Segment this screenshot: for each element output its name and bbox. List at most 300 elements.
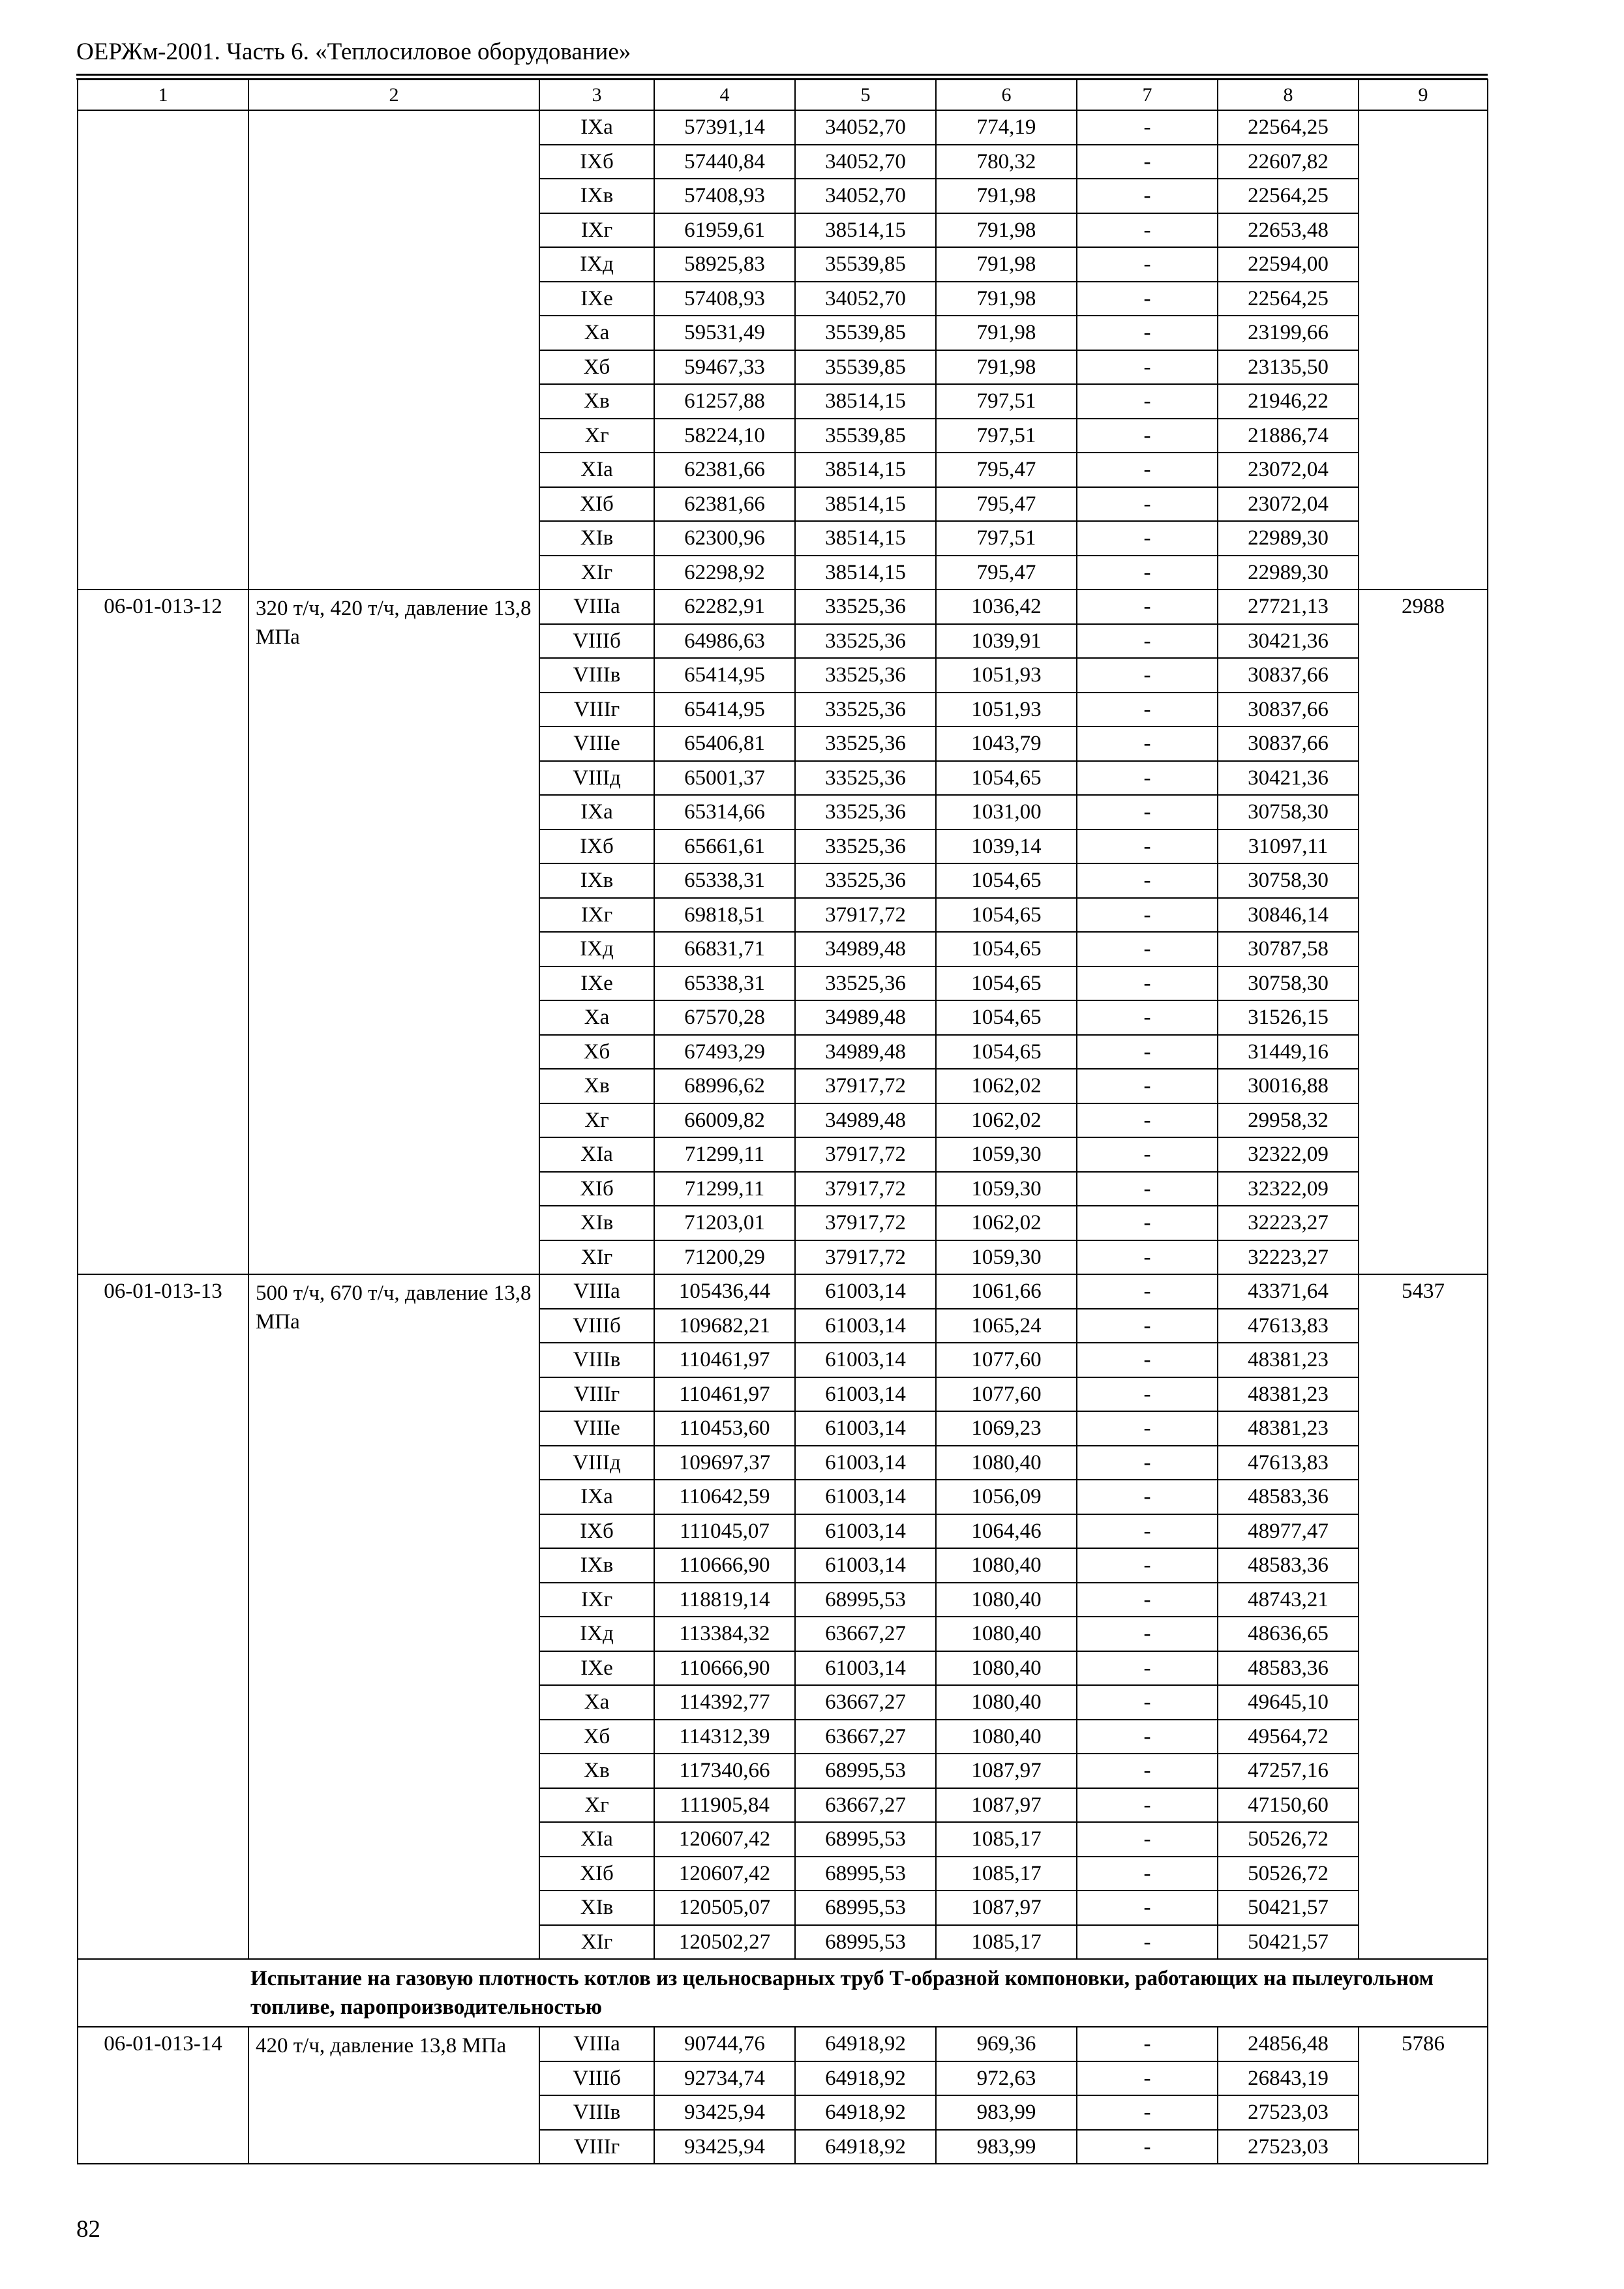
rate-code-cell [78, 110, 248, 590]
table-cell: 23072,04 [1218, 487, 1359, 522]
column-number-row [78, 80, 1488, 110]
table-cell: 120502,27 [654, 1925, 795, 1960]
table-cell: VIIIа [539, 590, 654, 624]
table-cell: 38514,15 [795, 556, 936, 590]
table-cell: VIIIг [539, 693, 654, 727]
table-cell: 63667,27 [795, 1685, 936, 1720]
table-cell: 92734,74 [654, 2061, 795, 2096]
table-cell: 63667,27 [795, 1720, 936, 1754]
table-cell: 37917,72 [795, 1172, 936, 1206]
table-cell: XIв [539, 1206, 654, 1240]
table-cell: 71203,01 [654, 1206, 795, 1240]
table-cell: 61003,14 [795, 1377, 936, 1412]
table-cell: 1054,65 [936, 1035, 1077, 1070]
table-cell: IXе [539, 1651, 654, 1686]
table-cell: 93425,94 [654, 2130, 795, 2164]
table-cell: IXв [539, 179, 654, 213]
table-cell: IXг [539, 213, 654, 248]
table-cell: 37917,72 [795, 898, 936, 933]
column-number-cell: 1 [78, 80, 248, 110]
table-cell: 114392,77 [654, 1685, 795, 1720]
column-number-cell: 4 [654, 80, 795, 110]
table-cell: 105436,44 [654, 1274, 795, 1309]
table-cell: 66009,82 [654, 1103, 795, 1138]
table-cell: 48583,36 [1218, 1651, 1359, 1686]
header-rule-thick [76, 74, 1488, 76]
table-cell: 61003,14 [795, 1651, 936, 1686]
table-cell: 64918,92 [795, 2095, 936, 2130]
table-cell: 63667,27 [795, 1788, 936, 1823]
page-header-title: ОЕРЖм-2001. Часть 6. «Теплосиловое оборудование» [76, 38, 631, 65]
table-cell: 791,98 [936, 247, 1077, 282]
table-cell: Xг [539, 1788, 654, 1823]
table-cell: 111045,07 [654, 1514, 795, 1549]
table-cell: XIа [539, 453, 654, 487]
table-cell: 1039,91 [936, 624, 1077, 659]
table-cell: Xв [539, 384, 654, 419]
table-row [78, 1274, 1488, 1309]
table-cell: 32223,27 [1218, 1206, 1359, 1240]
table-cell: 1080,40 [936, 1720, 1077, 1754]
table-cell: VIIIг [539, 2130, 654, 2164]
table-cell: 1043,79 [936, 726, 1077, 761]
table-cell: - [1077, 487, 1218, 522]
table-cell: - [1077, 1891, 1218, 1925]
table-cell: - [1077, 1274, 1218, 1309]
table-cell: 61003,14 [795, 1309, 936, 1343]
table-cell: 120505,07 [654, 1891, 795, 1925]
table-cell: - [1077, 521, 1218, 556]
table-cell: 1062,02 [936, 1206, 1077, 1240]
table-cell: Xв [539, 1754, 654, 1788]
table-cell: 1059,30 [936, 1137, 1077, 1172]
table-cell: 67570,28 [654, 1000, 795, 1035]
table-cell: 23072,04 [1218, 453, 1359, 487]
table-cell: 109697,37 [654, 1446, 795, 1480]
table-cell: 38514,15 [795, 384, 936, 419]
table-cell: - [1077, 110, 1218, 145]
table-cell: 27721,13 [1218, 590, 1359, 624]
table-cell: 38514,15 [795, 487, 936, 522]
table-cell: XIг [539, 1240, 654, 1275]
table-cell: VIIIд [539, 1446, 654, 1480]
table-cell: VIIIа [539, 2027, 654, 2061]
table-cell: 68995,53 [795, 1583, 936, 1617]
table-cell: 62282,91 [654, 590, 795, 624]
table-cell: - [1077, 384, 1218, 419]
table-cell: 50421,57 [1218, 1925, 1359, 1960]
table-cell: - [1077, 761, 1218, 796]
table-cell: 58925,83 [654, 247, 795, 282]
table-cell: 68995,53 [795, 1822, 936, 1857]
table-cell: 33525,36 [795, 590, 936, 624]
table-cell: 71299,11 [654, 1137, 795, 1172]
table-cell: 62298,92 [654, 556, 795, 590]
table-cell: 972,63 [936, 2061, 1077, 2096]
table-cell: 1059,30 [936, 1172, 1077, 1206]
table-row [78, 2027, 1488, 2061]
table-cell: 791,98 [936, 282, 1077, 316]
table-cell: 38514,15 [795, 521, 936, 556]
table-cell: 26843,19 [1218, 2061, 1359, 2096]
table-cell: - [1077, 179, 1218, 213]
table-row [78, 110, 1488, 145]
table-cell: 65338,31 [654, 863, 795, 898]
table-cell: 37917,72 [795, 1206, 936, 1240]
table-cell: - [1077, 1617, 1218, 1651]
table-cell: 31526,15 [1218, 1000, 1359, 1035]
table-cell: 68996,62 [654, 1069, 795, 1103]
table-cell: - [1077, 1137, 1218, 1172]
table-cell: 57408,93 [654, 179, 795, 213]
table-cell: 21946,22 [1218, 384, 1359, 419]
table-cell: 795,47 [936, 487, 1077, 522]
table-cell: - [1077, 1480, 1218, 1514]
table-cell: - [1077, 1857, 1218, 1891]
table-cell: 1077,60 [936, 1343, 1077, 1377]
table-cell: 33525,36 [795, 863, 936, 898]
table-cell: - [1077, 795, 1218, 830]
table-cell: VIIIе [539, 1411, 654, 1446]
table-cell: 33525,36 [795, 658, 936, 693]
column-number-cell: 6 [936, 80, 1077, 110]
column-number-cell: 9 [1359, 80, 1488, 110]
table-cell: 110666,90 [654, 1548, 795, 1583]
table-cell: 1051,93 [936, 658, 1077, 693]
table-cell: 30421,36 [1218, 761, 1359, 796]
table-cell: 48381,23 [1218, 1377, 1359, 1412]
table-cell: IXа [539, 110, 654, 145]
table-cell: 64918,92 [795, 2130, 936, 2164]
table-row [78, 590, 1488, 624]
table-cell: - [1077, 1000, 1218, 1035]
table-cell: 62381,66 [654, 487, 795, 522]
table-cell: - [1077, 830, 1218, 864]
table-cell: 48636,65 [1218, 1617, 1359, 1651]
table-cell: 1087,97 [936, 1788, 1077, 1823]
table-cell: 1085,17 [936, 1857, 1077, 1891]
table-cell: - [1077, 1446, 1218, 1480]
table-cell: 791,98 [936, 213, 1077, 248]
table-cell: 110461,97 [654, 1377, 795, 1412]
table-cell: 1065,24 [936, 1309, 1077, 1343]
table-cell: IXа [539, 795, 654, 830]
table-cell: - [1077, 726, 1218, 761]
table-cell: XIб [539, 1172, 654, 1206]
table-cell: - [1077, 693, 1218, 727]
table-cell: 1059,30 [936, 1240, 1077, 1275]
table-cell: 65001,37 [654, 761, 795, 796]
table-cell: 1062,02 [936, 1069, 1077, 1103]
table-cell: Xг [539, 1103, 654, 1138]
table-cell: XIб [539, 1857, 654, 1891]
table-cell: - [1077, 316, 1218, 350]
table-cell: Xб [539, 1720, 654, 1754]
column-number-cell: 3 [539, 80, 654, 110]
table-cell: 30846,14 [1218, 898, 1359, 933]
table-cell: 34989,48 [795, 1035, 936, 1070]
table-cell: 71299,11 [654, 1172, 795, 1206]
table-cell: - [1077, 453, 1218, 487]
table-cell: 30837,66 [1218, 693, 1359, 727]
table-cell: 37917,72 [795, 1137, 936, 1172]
table-cell: 61003,14 [795, 1411, 936, 1446]
table-cell: - [1077, 863, 1218, 898]
table-cell: - [1077, 966, 1218, 1001]
column-number-cell: 5 [795, 80, 936, 110]
table-cell: 23135,50 [1218, 350, 1359, 385]
table-cell: 29958,32 [1218, 1103, 1359, 1138]
table-cell: 34052,70 [795, 282, 936, 316]
table-cell: 31449,16 [1218, 1035, 1359, 1070]
table-cell: XIа [539, 1822, 654, 1857]
table-cell: - [1077, 556, 1218, 590]
table-cell: 34989,48 [795, 1103, 936, 1138]
table-cell: - [1077, 1720, 1218, 1754]
table-cell: 33525,36 [795, 966, 936, 1001]
table-cell: VIIIг [539, 1377, 654, 1412]
table-cell: 22564,25 [1218, 110, 1359, 145]
table-cell: 1061,66 [936, 1274, 1077, 1309]
table-cell: 90744,76 [654, 2027, 795, 2061]
table-cell: 21886,74 [1218, 419, 1359, 453]
table-cell: 65414,95 [654, 693, 795, 727]
table-cell: 47257,16 [1218, 1754, 1359, 1788]
table-cell: 61257,88 [654, 384, 795, 419]
table-cell: 111905,84 [654, 1788, 795, 1823]
table-cell: 1069,23 [936, 1411, 1077, 1446]
rates-table-body [78, 80, 1488, 2164]
table-cell: 117340,66 [654, 1754, 795, 1788]
table-cell: VIIIа [539, 1274, 654, 1309]
table-cell: 61003,14 [795, 1446, 936, 1480]
table-cell: - [1077, 1925, 1218, 1960]
table-cell: 33525,36 [795, 795, 936, 830]
table-cell: 34989,48 [795, 1000, 936, 1035]
table-cell: 33525,36 [795, 726, 936, 761]
section-row [78, 1959, 1488, 2027]
table-cell: 47150,60 [1218, 1788, 1359, 1823]
table-cell: 1085,17 [936, 1925, 1077, 1960]
table-cell: 1054,65 [936, 966, 1077, 1001]
table-cell: XIв [539, 1891, 654, 1925]
table-cell: 57440,84 [654, 145, 795, 179]
table-cell: IXа [539, 1480, 654, 1514]
table-cell: 1080,40 [936, 1446, 1077, 1480]
table-cell: 22607,82 [1218, 145, 1359, 179]
table-cell: 65338,31 [654, 966, 795, 1001]
table-cell: 791,98 [936, 350, 1077, 385]
table-cell: 797,51 [936, 521, 1077, 556]
table-cell: 65661,61 [654, 830, 795, 864]
table-cell: 38514,15 [795, 213, 936, 248]
table-cell: 22989,30 [1218, 556, 1359, 590]
table-cell: - [1077, 350, 1218, 385]
table-cell: - [1077, 1754, 1218, 1788]
table-cell: 1077,60 [936, 1377, 1077, 1412]
table-cell: VIIIв [539, 1343, 654, 1377]
table-cell: 32322,09 [1218, 1172, 1359, 1206]
table-cell: - [1077, 1548, 1218, 1583]
table-cell: 797,51 [936, 419, 1077, 453]
table-cell: 50421,57 [1218, 1891, 1359, 1925]
table-cell: 48977,47 [1218, 1514, 1359, 1549]
rate-description-cell: 320 т/ч, 420 т/ч, давление 13,8 МПа [248, 590, 539, 1274]
table-cell: VIIIб [539, 1309, 654, 1343]
table-cell: 57408,93 [654, 282, 795, 316]
table-cell: 48381,23 [1218, 1411, 1359, 1446]
table-cell: 110666,90 [654, 1651, 795, 1686]
table-cell: 22564,25 [1218, 282, 1359, 316]
table-cell: 30758,30 [1218, 795, 1359, 830]
rate-col9-cell: 2988 [1359, 590, 1488, 1274]
table-cell: 34052,70 [795, 179, 936, 213]
table-cell: 1087,97 [936, 1891, 1077, 1925]
table-cell: 791,98 [936, 179, 1077, 213]
table-cell: 37917,72 [795, 1240, 936, 1275]
table-cell: - [1077, 2027, 1218, 2061]
table-cell: - [1077, 898, 1218, 933]
table-cell: 1036,42 [936, 590, 1077, 624]
table-cell: 67493,29 [654, 1035, 795, 1070]
table-cell: 65314,66 [654, 795, 795, 830]
table-cell: IXг [539, 1583, 654, 1617]
table-cell: 61003,14 [795, 1548, 936, 1583]
rate-col9-cell [1359, 110, 1488, 590]
table-cell: - [1077, 658, 1218, 693]
table-cell: VIIIе [539, 726, 654, 761]
table-cell: XIа [539, 1137, 654, 1172]
column-number-cell: 8 [1218, 80, 1359, 110]
rate-description-cell: 420 т/ч, давление 13,8 МПа [248, 2027, 539, 2164]
table-cell: - [1077, 932, 1218, 966]
table-cell: 35539,85 [795, 350, 936, 385]
table-cell: 69818,51 [654, 898, 795, 933]
table-cell: VIIIв [539, 2095, 654, 2130]
rates-table [77, 79, 1488, 2164]
table-cell: 49645,10 [1218, 1685, 1359, 1720]
table-cell: 30787,58 [1218, 932, 1359, 966]
table-cell: 30758,30 [1218, 863, 1359, 898]
table-cell: 35539,85 [795, 247, 936, 282]
table-cell: IXд [539, 247, 654, 282]
table-cell: 48583,36 [1218, 1480, 1359, 1514]
table-cell: 1056,09 [936, 1480, 1077, 1514]
table-cell: 1062,02 [936, 1103, 1077, 1138]
table-cell: IXб [539, 145, 654, 179]
table-cell: 797,51 [936, 384, 1077, 419]
table-cell: 68995,53 [795, 1857, 936, 1891]
table-cell: 1080,40 [936, 1583, 1077, 1617]
table-cell: 47613,83 [1218, 1446, 1359, 1480]
table-cell: 1080,40 [936, 1617, 1077, 1651]
table-cell: Xа [539, 1000, 654, 1035]
table-cell: 61003,14 [795, 1343, 936, 1377]
rate-code-cell: 06-01-013-14 [78, 2027, 248, 2164]
table-cell: 31097,11 [1218, 830, 1359, 864]
table-cell: 58224,10 [654, 419, 795, 453]
table-cell: - [1077, 1377, 1218, 1412]
table-cell: IXв [539, 1548, 654, 1583]
table-cell: 27523,03 [1218, 2095, 1359, 2130]
table-cell: VIIIд [539, 761, 654, 796]
table-cell: 1031,00 [936, 795, 1077, 830]
table-cell: 48381,23 [1218, 1343, 1359, 1377]
table-cell: - [1077, 1651, 1218, 1686]
table-cell: 1039,14 [936, 830, 1077, 864]
table-cell: - [1077, 1069, 1218, 1103]
table-cell: 983,99 [936, 2095, 1077, 2130]
table-cell: - [1077, 2095, 1218, 2130]
table-cell: 30421,36 [1218, 624, 1359, 659]
table-cell: Xб [539, 350, 654, 385]
table-cell: 110453,60 [654, 1411, 795, 1446]
table-cell: 93425,94 [654, 2095, 795, 2130]
table-cell: 65414,95 [654, 658, 795, 693]
table-cell: - [1077, 1343, 1218, 1377]
table-cell: 114312,39 [654, 1720, 795, 1754]
table-cell: 63667,27 [795, 1617, 936, 1651]
table-cell: 1064,46 [936, 1514, 1077, 1549]
table-cell: 49564,72 [1218, 1720, 1359, 1754]
table-cell: 65406,81 [654, 726, 795, 761]
table-cell: 1054,65 [936, 898, 1077, 933]
table-cell: 50526,72 [1218, 1857, 1359, 1891]
table-cell: - [1077, 1035, 1218, 1070]
table-cell: 22594,00 [1218, 247, 1359, 282]
table-cell: 33525,36 [795, 830, 936, 864]
table-cell: XIг [539, 556, 654, 590]
table-cell: 71200,29 [654, 1240, 795, 1275]
table-cell: Xв [539, 1069, 654, 1103]
table-cell: 38514,15 [795, 453, 936, 487]
table-cell: 110642,59 [654, 1480, 795, 1514]
table-cell: 1080,40 [936, 1685, 1077, 1720]
table-cell: 109682,21 [654, 1309, 795, 1343]
table-cell: 33525,36 [795, 693, 936, 727]
table-cell: 57391,14 [654, 110, 795, 145]
table-cell: 68995,53 [795, 1925, 936, 1960]
table-cell: 118819,14 [654, 1583, 795, 1617]
table-cell: IXе [539, 282, 654, 316]
rate-description-cell: 500 т/ч, 670 т/ч, давление 13,8 МПа [248, 1274, 539, 1959]
table-cell: 64918,92 [795, 2027, 936, 2061]
table-cell: 1085,17 [936, 1822, 1077, 1857]
table-cell: - [1077, 1206, 1218, 1240]
table-cell: 47613,83 [1218, 1309, 1359, 1343]
table-cell: IXд [539, 1617, 654, 1651]
table-cell: VIIIб [539, 624, 654, 659]
table-cell: 48583,36 [1218, 1548, 1359, 1583]
table-cell: Xа [539, 316, 654, 350]
table-cell: 35539,85 [795, 316, 936, 350]
table-cell: 32223,27 [1218, 1240, 1359, 1275]
table-cell: 32322,09 [1218, 1137, 1359, 1172]
table-cell: 59531,49 [654, 316, 795, 350]
table-cell: 795,47 [936, 453, 1077, 487]
table-cell: 33525,36 [795, 624, 936, 659]
rate-description-cell [248, 110, 539, 590]
table-cell: 34052,70 [795, 145, 936, 179]
table-cell: - [1077, 2130, 1218, 2164]
table-cell: 1087,97 [936, 1754, 1077, 1788]
table-cell: VIIIб [539, 2061, 654, 2096]
table-cell: Xб [539, 1035, 654, 1070]
table-cell: 110461,97 [654, 1343, 795, 1377]
table-cell: 61003,14 [795, 1514, 936, 1549]
table-cell: 774,19 [936, 110, 1077, 145]
table-cell: 22564,25 [1218, 179, 1359, 213]
